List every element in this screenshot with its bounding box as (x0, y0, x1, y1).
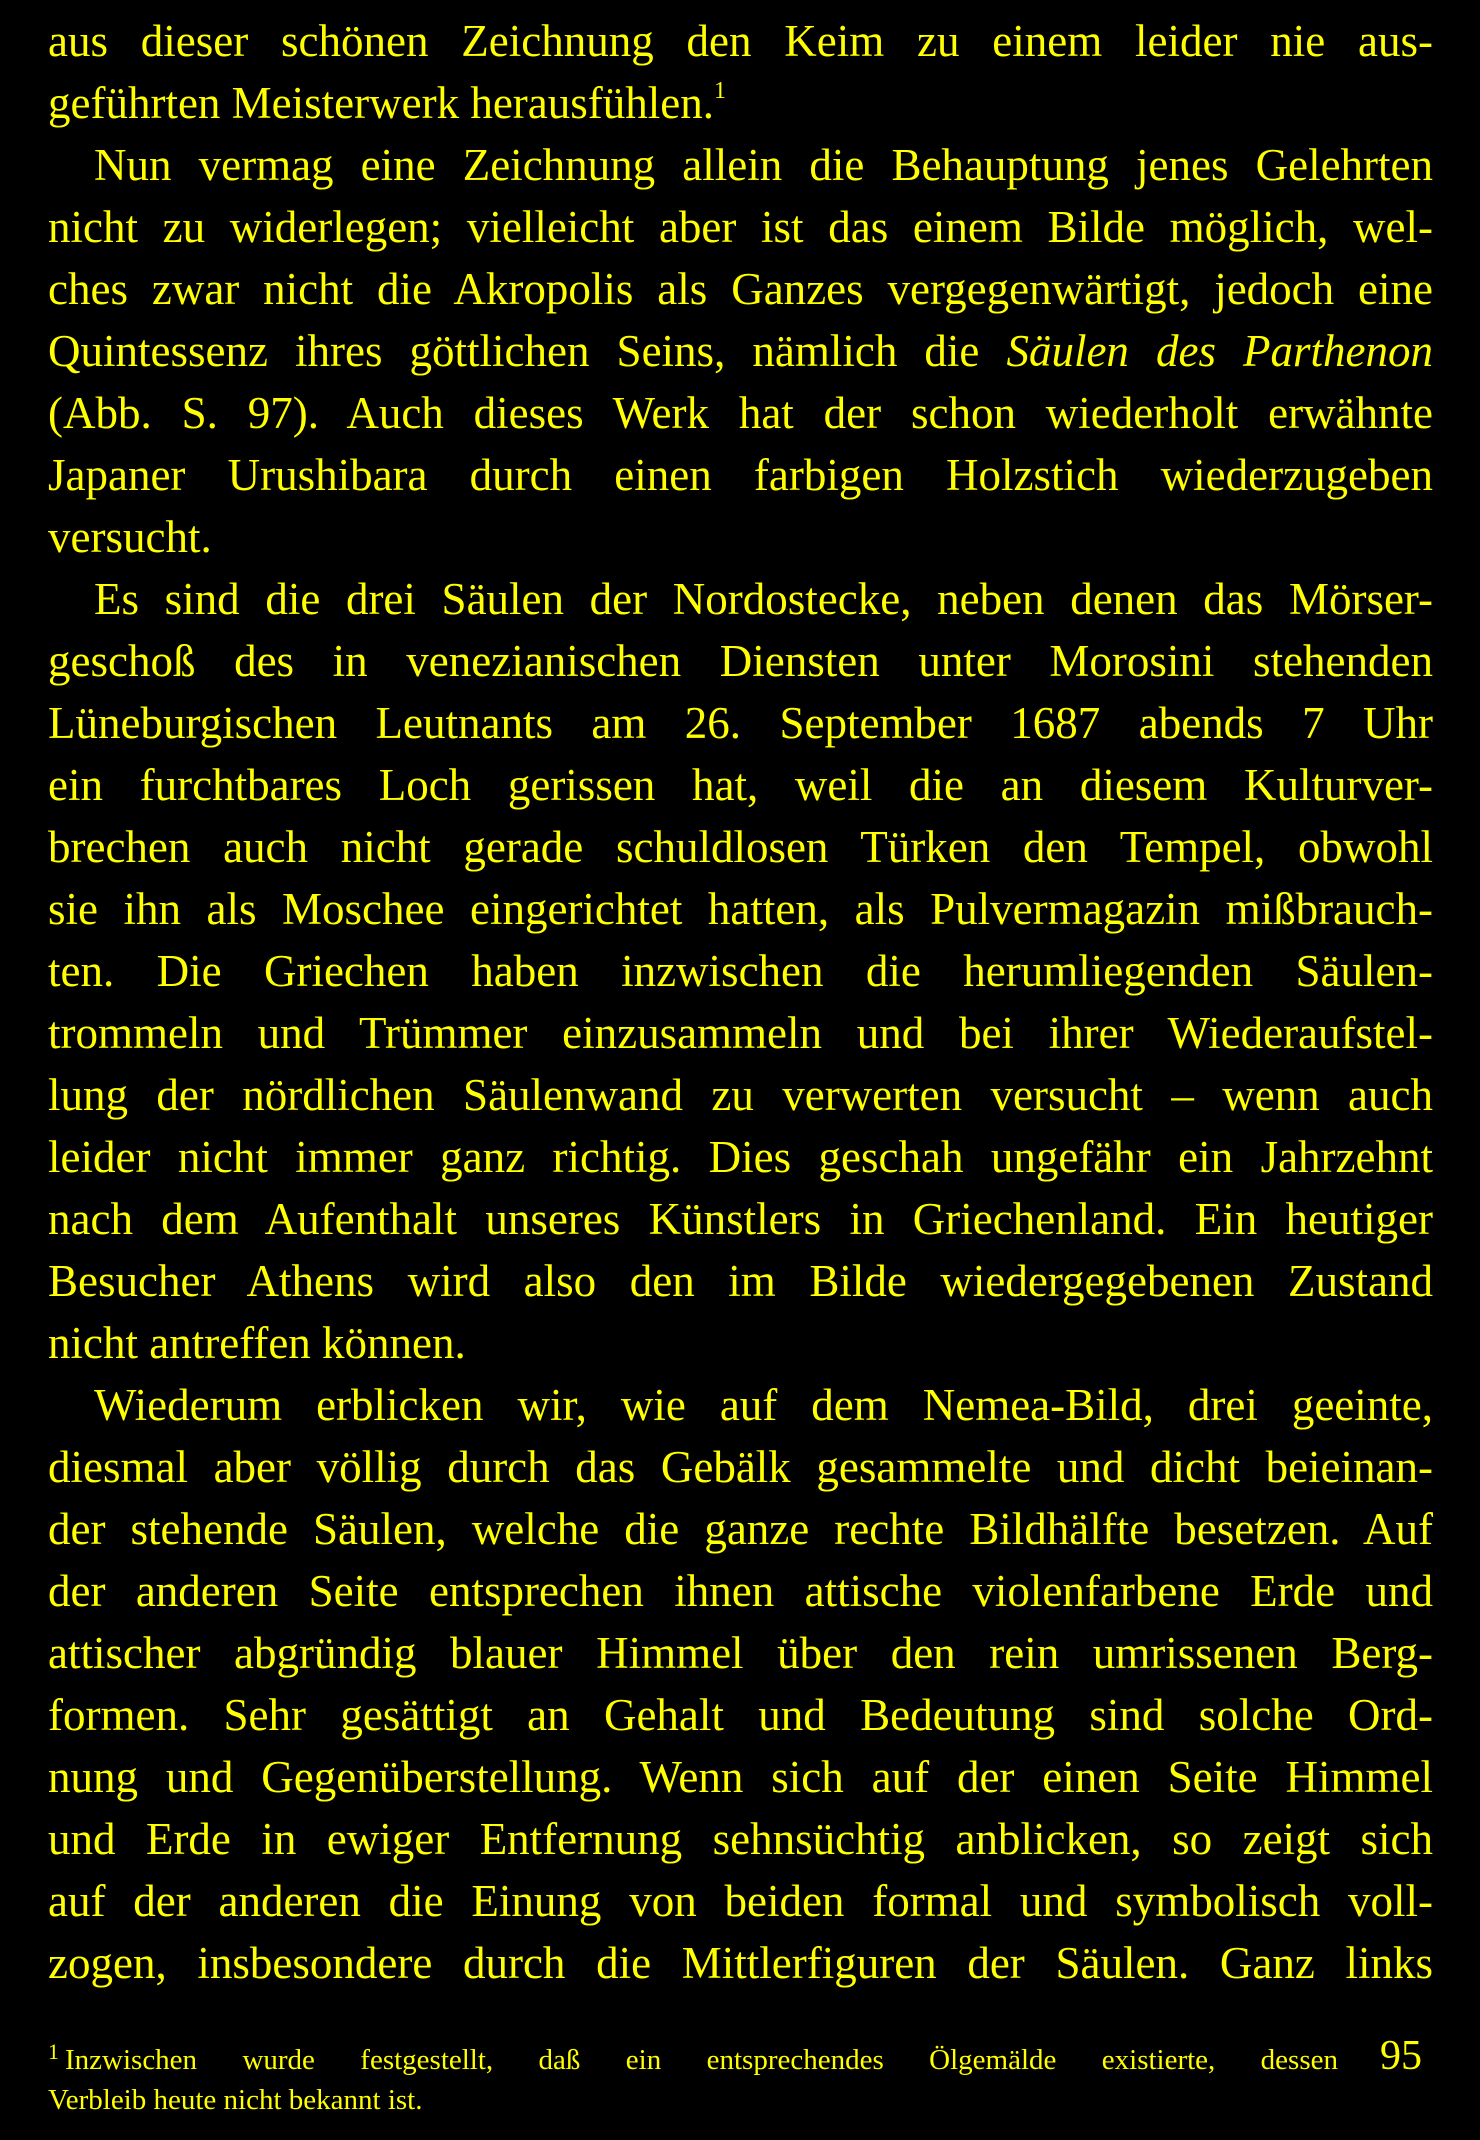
footnote-marker: 1 (48, 2039, 59, 2064)
text-line: nach dem Aufenthalt unseres Künstlers in Griechenland. Ein heutiger (48, 1194, 1433, 1244)
text-line: zogen, insbesondere durch die Mittlerfiguren der Säulen. Ganz links (48, 1938, 1433, 1988)
text-line: Japaner Urushibara durch einen farbigen Holzstich wiederzugeben (48, 450, 1433, 500)
page-number: 95 (1380, 2033, 1422, 2079)
footnote (48, 2040, 1338, 2120)
text-line: Quintessenz ihres göttlichen Seins, nämlich die Säulen des Parthenon (48, 326, 1433, 376)
text-line: nicht antreffen können. (48, 1318, 466, 1368)
text-line: Besucher Athens wird also den im Bilde wiedergegebenen Zustand (48, 1256, 1433, 1306)
text-line: Nun vermag eine Zeichnung allein die Behauptung jenes Gelehrten (94, 140, 1433, 190)
text-line: der anderen Seite entsprechen ihnen attische violenfarbene Erde und (48, 1566, 1433, 1616)
text-line: Lüneburgischen Leutnants am 26. September 1687 abends 7 Uhr (48, 698, 1433, 748)
text-line: lung der nördlichen Säulenwand zu verwerten versucht – wenn auch (48, 1070, 1433, 1120)
footnote-line: Verbleib heute nicht bekannt ist. (48, 2084, 423, 2116)
text-line: ches zwar nicht die Akropolis als Ganzes vergegenwärtigt, jedoch eine (48, 264, 1433, 314)
text-line: der stehende Säulen, welche die ganze rechte Bildhälfte besetzen. Auf (48, 1504, 1433, 1554)
text-line: Wiederum erblicken wir, wie auf dem Nemea-Bild, drei geeinte, (94, 1380, 1433, 1430)
text-line: formen. Sehr gesättigt an Gehalt und Bedeutung sind solche Ord- (48, 1690, 1433, 1740)
text-line: ein furchtbares Loch gerissen hat, weil die an diesem Kulturver- (48, 760, 1433, 810)
text-line: nicht zu widerlegen; vielleicht aber ist das einem Bilde möglich, wel- (48, 202, 1433, 252)
text-line: ten. Die Griechen haben inzwischen die herumliegenden Säulen- (48, 946, 1433, 996)
text-line: auf der anderen die Einung von beiden formal und symbolisch voll- (48, 1876, 1433, 1926)
text-line: geführten Meisterwerk herausfühlen.$^1$ (48, 78, 726, 128)
text-line: versucht. (48, 512, 212, 562)
text-line: trommeln und Trümmer einzusammeln und bei ihrer Wiederaufstel- (48, 1008, 1433, 1058)
text-line: attischer abgründig blauer Himmel über den rein umrissenen Berg- (48, 1628, 1433, 1678)
text-line: diesmal aber völlig durch das Gebälk gesammelte und dicht beieinan- (48, 1442, 1433, 1492)
text-line: aus dieser schönen Zeichnung den Keim zu einem leider nie aus- (48, 16, 1433, 66)
text-line: (Abb. S. 97). Auch dieses Werk hat der schon wiederholt erwähnte (48, 388, 1433, 438)
text-line: leider nicht immer ganz richtig. Dies geschah ungefähr ein Jahrzehnt (48, 1132, 1433, 1182)
artwork-title: Säulen des Parthenon (1006, 326, 1433, 376)
text-line: nung und Gegenüberstellung. Wenn sich auf der einen Seite Himmel (48, 1752, 1433, 1802)
text-line: und Erde in ewiger Entfernung sehnsüchtig anblicken, so zeigt sich (48, 1814, 1433, 1864)
body-text (48, 10, 1433, 1994)
text-line: brechen auch nicht gerade schuldlosen Türken den Tempel, obwohl (48, 822, 1433, 872)
footnote-reference: 1 (714, 78, 726, 104)
text-line: Es sind die drei Säulen der Nordostecke, neben denen das Mörser- (94, 574, 1433, 624)
footnote-line: $^1$ Inzwischen wurde festgestellt, daß ein entsprechendes Ölgemälde existierte, dessen (48, 2039, 1338, 2076)
text-line: sie ihn als Moschee eingerichtet hatten, als Pulvermagazin mißbrauch- (48, 884, 1433, 934)
text-line: geschoß des in venezianischen Diensten unter Morosini stehenden (48, 636, 1433, 686)
